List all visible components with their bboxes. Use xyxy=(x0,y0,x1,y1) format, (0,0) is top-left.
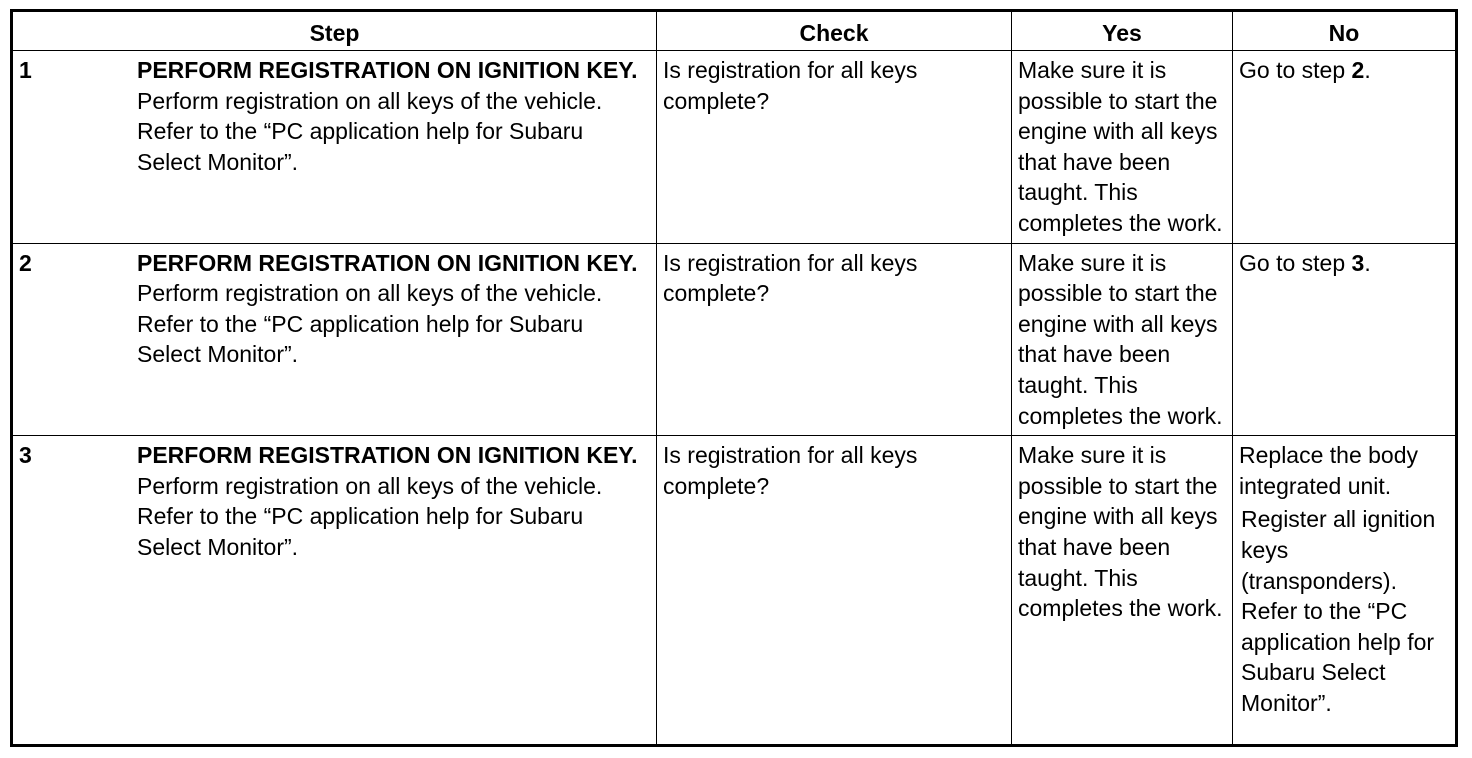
step-description: Perform registration on all keys of the vehicle. Refer to the “PC application help for Subaru Select Monitor”. xyxy=(137,87,603,175)
step-description: Perform registration on all keys of the vehicle. Refer to the “PC application help for Subaru Select Monitor”. xyxy=(137,472,603,560)
step-number: 2 xyxy=(19,249,32,276)
check-cell: Is registration for all keys complete? xyxy=(657,51,1012,244)
table-row xyxy=(12,436,1457,746)
no-text: Go to step xyxy=(1239,249,1352,276)
table-header-row xyxy=(12,11,1457,51)
step-cell xyxy=(12,436,657,746)
step-title: PERFORM REGISTRATION ON IGNITION KEY. xyxy=(137,442,638,469)
step-title: PERFORM REGISTRATION ON IGNITION KEY. xyxy=(137,57,638,83)
header-no: No xyxy=(1233,11,1457,51)
no-cell xyxy=(1233,51,1457,244)
step-title: PERFORM REGISTRATION ON IGNITION KEY. xyxy=(137,249,638,276)
header-check: Check xyxy=(657,11,1012,51)
header-step: Step xyxy=(12,11,657,51)
check-cell: Is registration for all keys complete? xyxy=(657,436,1012,746)
no-text: Go to step xyxy=(1239,57,1352,83)
no-suffix: . xyxy=(1364,57,1371,83)
step-description: Perform registration on all keys of the vehicle. Refer to the “PC application help for Subaru Select Monitor”. xyxy=(137,280,603,368)
yes-cell: Make sure it is possible to start the engine with all keys that have been taught. This completes the work. xyxy=(1012,51,1233,244)
no-cell xyxy=(1233,243,1457,436)
no-text: Register all ignition keys (transponders). Refer to the “PC application help for Subaru Select Monitor”. xyxy=(1241,506,1436,716)
yes-cell: Make sure it is possible to start the engine with all keys that have been taught. This completes the work. xyxy=(1012,436,1233,746)
yes-cell: Make sure it is possible to start the engine with all keys that have been taught. This completes the work. xyxy=(1012,243,1233,436)
step-cell xyxy=(12,51,657,244)
step-cell xyxy=(12,243,657,436)
table-row xyxy=(12,51,1457,244)
no-step-ref: 2 xyxy=(1351,57,1365,83)
no-step-ref: 3 xyxy=(1351,249,1365,276)
table-row xyxy=(12,243,1457,436)
diagnostic-table xyxy=(10,9,1458,747)
no-suffix: . xyxy=(1364,249,1371,276)
no-cell xyxy=(1233,436,1457,746)
header-yes: Yes xyxy=(1012,11,1233,51)
no-text: Replace the body integrated unit. xyxy=(1239,442,1419,499)
check-cell: Is registration for all keys complete? xyxy=(657,243,1012,436)
step-number: 3 xyxy=(19,442,32,469)
step-number: 1 xyxy=(19,57,32,83)
